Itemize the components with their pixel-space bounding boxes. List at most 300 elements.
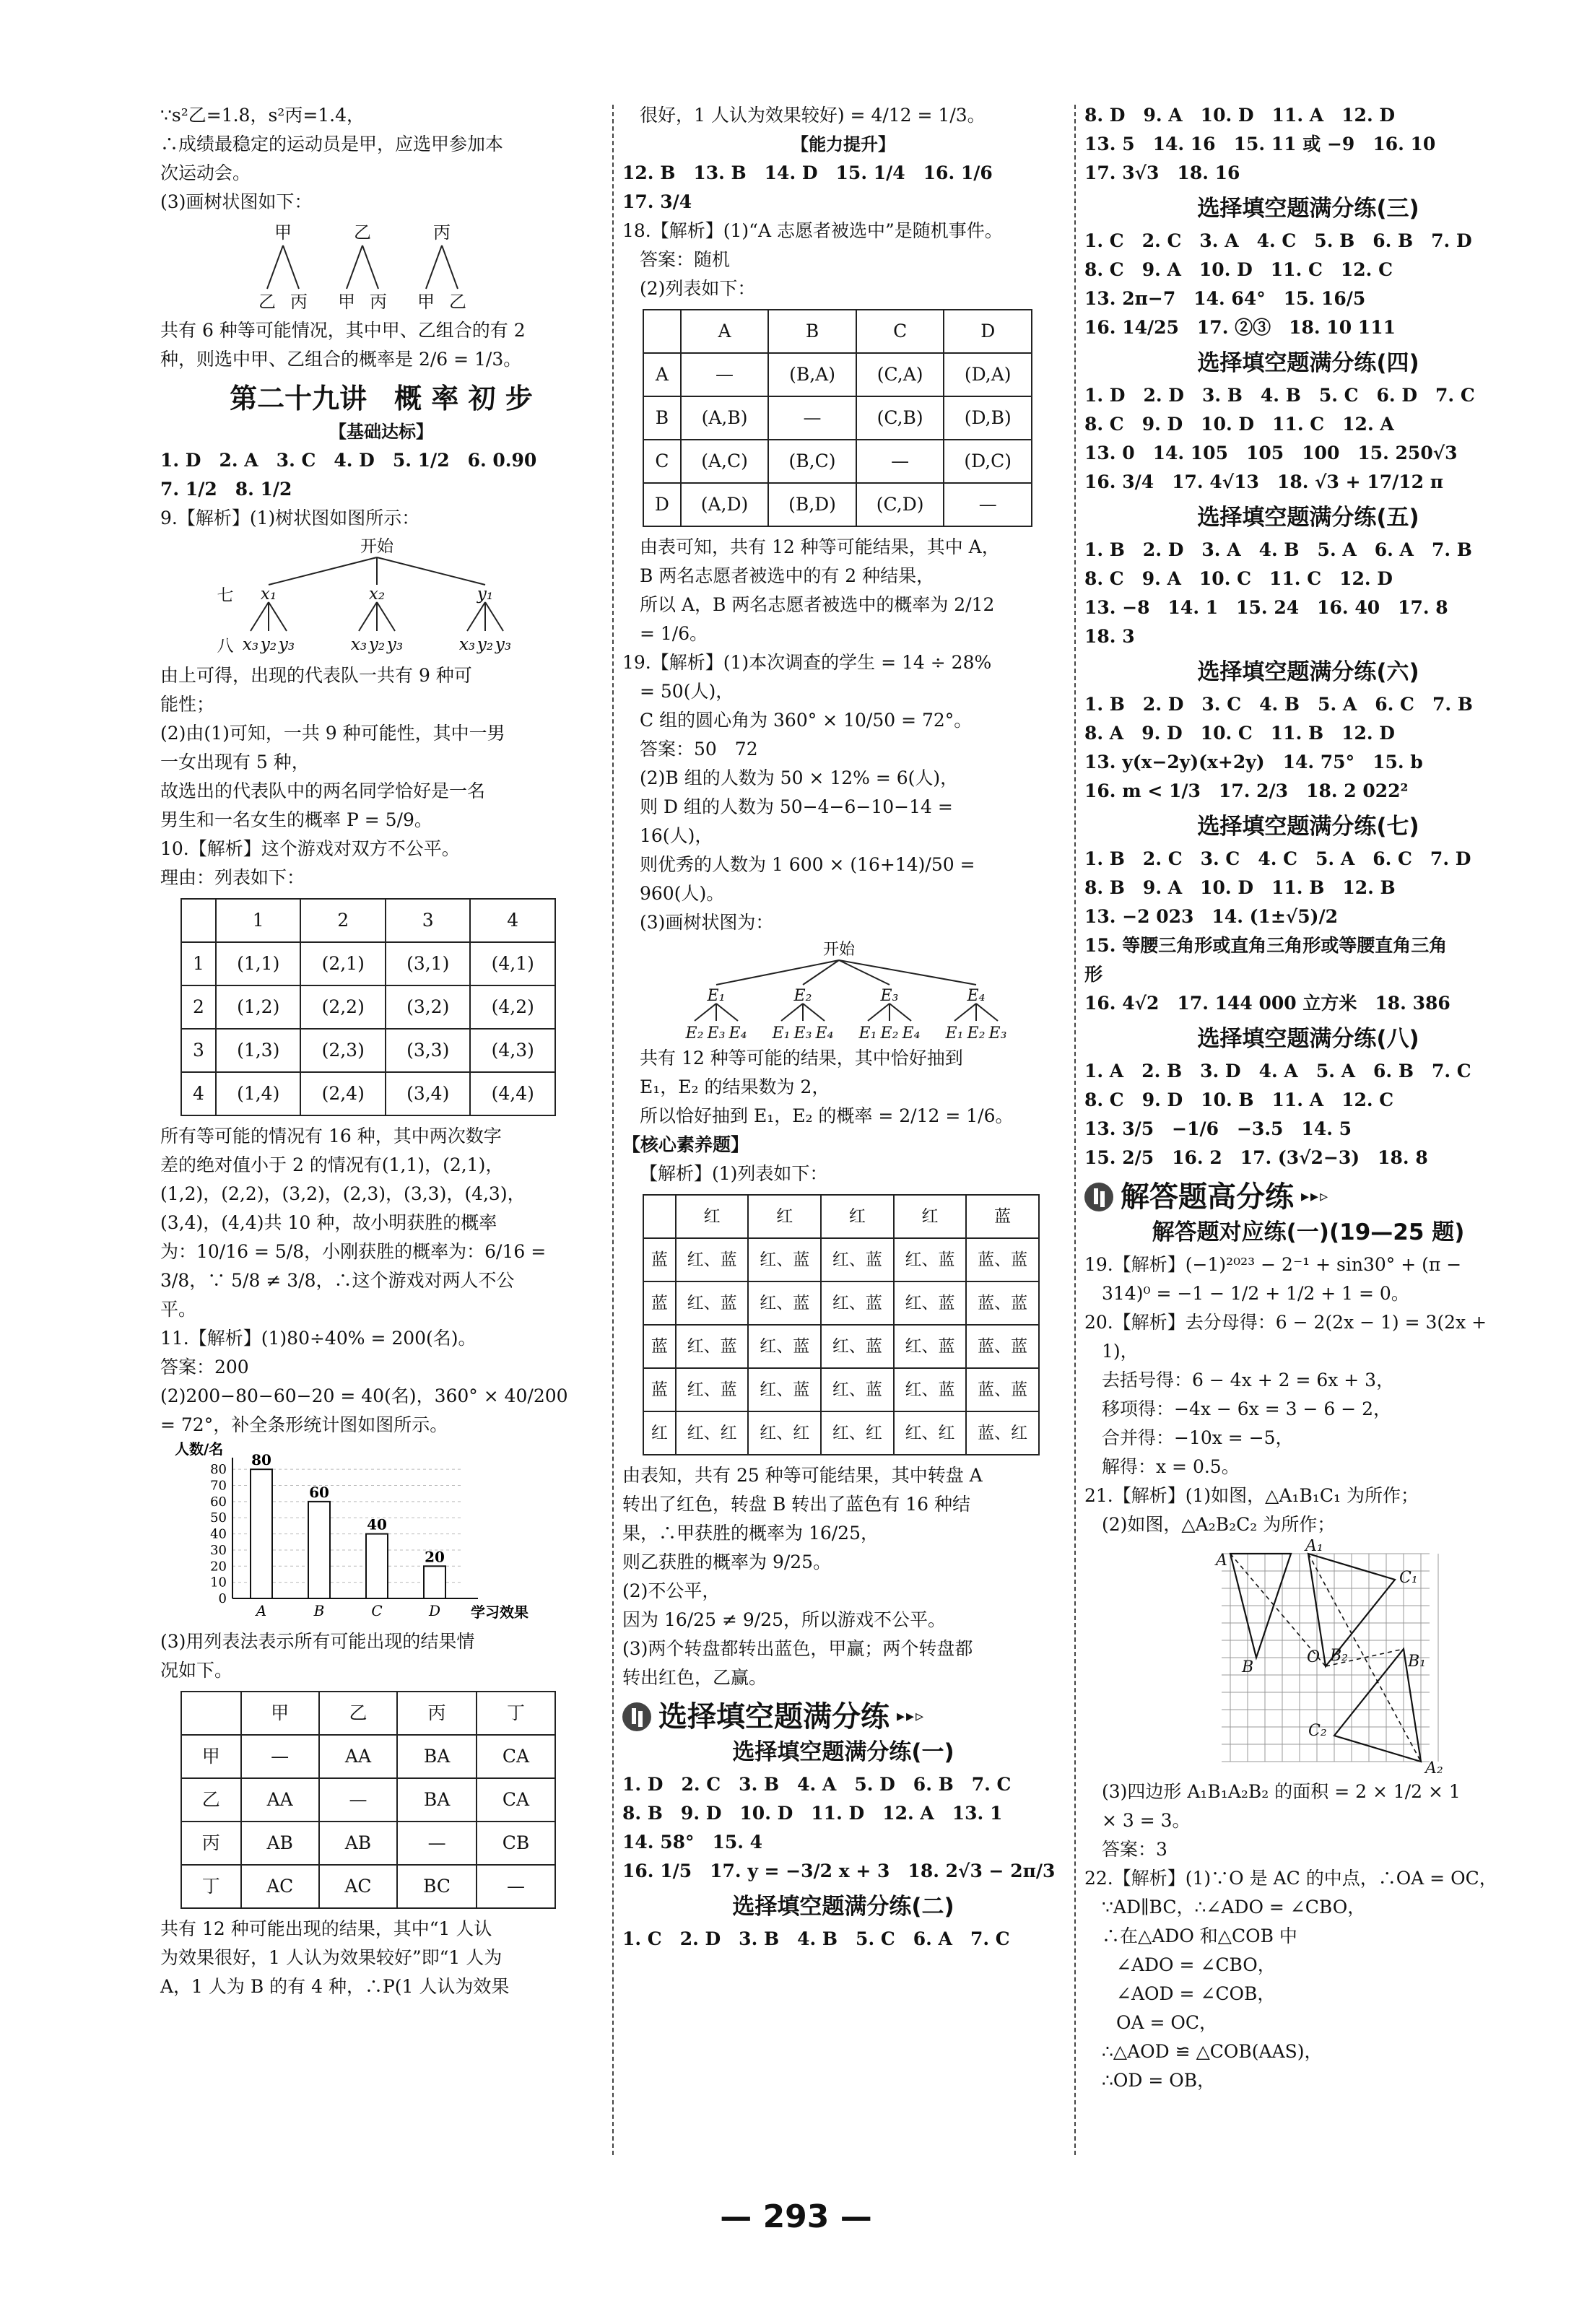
table-cell: AC — [241, 1865, 319, 1908]
tree-node: E₁ — [707, 987, 726, 1005]
arrows-icon: ▸▸▹ — [1301, 1188, 1330, 1206]
table-row — [643, 1411, 1039, 1455]
table-cell: 蓝 — [643, 1325, 676, 1368]
text-line: 种，则选中甲、乙组合的概率是 2/6 = 1/3。 — [160, 349, 522, 370]
book-icon — [622, 1702, 651, 1731]
chart-y-tick: 0 — [218, 1591, 227, 1606]
text-line: (2)200−80−60−20 = 40(名)，360° × 40/200 — [160, 1385, 568, 1406]
text-line: 况如下。 — [160, 1660, 233, 1681]
chart-xlabel: 学习效果 — [471, 1603, 529, 1621]
text-line: 合并得：−10x = −5， — [1102, 1427, 1294, 1448]
column-divider — [612, 105, 614, 2155]
bar-chart — [160, 1440, 593, 1627]
text-line: 答案：200 — [160, 1357, 249, 1378]
table-cell: 蓝 — [966, 1195, 1039, 1238]
table-cell: (B,A) — [768, 353, 856, 396]
answer-line: 13. −8 14. 1 15. 24 16. 40 17. 8 — [1084, 597, 1448, 618]
answer-line: 17. 3√3 18. 16 — [1084, 162, 1240, 183]
table-cell: 4 — [181, 1072, 216, 1115]
answer-line: 13. y(x−2y)(x+2y) 14. 75° 15. b — [1084, 752, 1423, 773]
tree-row-label: 八 — [217, 637, 234, 656]
table-cell: 乙 — [319, 1692, 397, 1735]
table-row — [643, 1368, 1039, 1411]
tree-leaf: x₃ — [350, 635, 367, 654]
text-line: 答案：随机 — [640, 249, 731, 270]
tree-leaf: E₃ — [793, 1024, 812, 1041]
answer-line: 13. 5 14. 16 15. 11 或 −9 16. 10 — [1084, 134, 1436, 155]
table-row — [181, 1029, 555, 1072]
chart-y-tick: 10 — [210, 1575, 227, 1590]
table-cell: (4,2) — [470, 985, 555, 1029]
tree-node: 丙 — [433, 222, 451, 243]
lecture-title: 第二十九讲 概 率 初 步 — [230, 383, 533, 414]
table-row — [181, 942, 555, 985]
tree-leaf: E₁ — [858, 1024, 877, 1041]
table-cell: 2 — [181, 985, 216, 1029]
table-cell: 丁 — [181, 1865, 241, 1908]
exercise-title: 选择填空题满分练(八) — [1197, 1026, 1419, 1052]
table-cell: (2,2) — [300, 985, 386, 1029]
table-cell: (4,1) — [470, 942, 555, 985]
answer-line: 15. 等腰三角形或直角三角形或等腰直角三角 — [1084, 935, 1448, 956]
table-cell: 红、蓝 — [821, 1325, 894, 1368]
text-line: (3)两个转盘都转出蓝色，甲赢；两个转盘都 — [622, 1638, 973, 1659]
table-cell: D — [944, 310, 1032, 353]
text-line: B 两名志愿者被选中的有 2 种结果， — [640, 565, 935, 586]
text-line: 则 D 组的人数为 50−4−6−10−14 = — [640, 796, 953, 817]
table-cell: B — [643, 396, 681, 440]
text-line: 9.【解析】(1)树状图如图所示： — [160, 508, 420, 528]
tree-node: 乙 — [354, 222, 371, 243]
chart-x-tick: D — [428, 1602, 441, 1619]
tree-leaf: x₃ — [242, 635, 259, 654]
table-cell: 红、红 — [821, 1411, 894, 1455]
text-line: 为：10/16 = 5/8，小刚获胜的概率为：6/16 = — [160, 1241, 547, 1262]
table-row — [181, 985, 555, 1029]
chart-y-tick: 60 — [210, 1494, 227, 1510]
text-line: ∴△AOD ≌ △COB(AAS)， — [1102, 2041, 1323, 2062]
tree-leaf: E₄ — [902, 1024, 921, 1041]
table-cell: 红 — [748, 1195, 821, 1238]
tree-leaf: 丙 — [290, 292, 308, 312]
table-cell: 丁 — [477, 1692, 555, 1735]
text-line: 平。 — [160, 1299, 197, 1320]
table-cell: — — [768, 396, 856, 440]
point-label: B — [1242, 1658, 1254, 1676]
tree-node: y₁ — [477, 585, 494, 604]
text-line: 10.【解析】这个游戏对双方不公平。 — [160, 838, 460, 859]
table-cell: 红 — [894, 1195, 967, 1238]
text-line: 16(人)， — [640, 825, 713, 846]
table-cell: AA — [319, 1735, 397, 1778]
chart-data-label: 20 — [425, 1548, 445, 1566]
point-label: C₂ — [1308, 1722, 1327, 1740]
table-cell: CA — [477, 1735, 555, 1778]
table-cell: A — [681, 310, 768, 353]
table-cell: C — [643, 440, 681, 483]
table-row — [643, 483, 1032, 526]
table-cell: (1,4) — [216, 1072, 301, 1115]
table-row — [643, 1281, 1039, 1325]
table-cell: 甲 — [181, 1735, 241, 1778]
text-line: (3,4)，(4,4)共 10 种，故小明获胜的概率 — [160, 1212, 497, 1233]
answer-line: 7. 1/2 8. 1/2 — [160, 479, 292, 500]
text-line: 所有等可能的情况有 16 种，其中两次数字 — [160, 1126, 502, 1146]
tree-node: 甲 — [274, 222, 292, 243]
table-cell: 红、蓝 — [894, 1368, 967, 1411]
chart-y-tick: 20 — [210, 1559, 227, 1575]
answer-line: 13. −2 023 14. (1±√5)/2 — [1084, 906, 1338, 927]
text-line: 则优秀的人数为 1 600 × (16+14)/50 = — [640, 854, 975, 875]
text-line: 很好，1 人认为效果较好) = 4/12 = 1/3。 — [640, 105, 986, 126]
tree-leaf: 甲 — [338, 292, 355, 312]
table-cell: CB — [477, 1822, 555, 1865]
tree-row-label: 七 — [217, 586, 234, 605]
chart-bar — [251, 1469, 272, 1598]
table-cell: 红、红 — [748, 1411, 821, 1455]
table-cell: (1,1) — [216, 942, 301, 985]
text-line: 次运动会。 — [160, 162, 251, 183]
answer-line: 1. B 2. D 3. A 4. B 5. A 6. A 7. B — [1084, 539, 1472, 560]
tree-leaf: E₂ — [967, 1024, 986, 1041]
exercise-title: 选择填空题满分练(二) — [732, 1894, 954, 1920]
table-cell: 蓝 — [643, 1368, 676, 1411]
section-tag: 【核心素养题】 — [622, 1134, 749, 1155]
text-line: 由表可知，共有 12 种等可能结果，其中 A， — [640, 536, 1000, 557]
text-line: 理由：列表如下： — [160, 867, 305, 888]
text-line: 转出了红色，转盘 B 转出了蓝色有 16 种结 — [622, 1494, 970, 1515]
banner-title: 解答题高分练 — [1121, 1180, 1294, 1214]
text-line: 共有 12 种等可能的结果，其中恰好抽到 — [640, 1048, 963, 1069]
text-line: ∴OD = OB， — [1102, 2070, 1216, 2091]
text-line: = 72°，补全条形统计图如图所示。 — [160, 1414, 448, 1435]
table-cell: BA — [397, 1778, 477, 1822]
answer-line: 8. C 9. A 10. C 11. C 12. D — [1084, 568, 1393, 589]
text-line: ∴在△ADO 和△COB 中 — [1102, 1925, 1297, 1946]
table-row — [181, 1822, 555, 1865]
table-cell: 红、蓝 — [748, 1325, 821, 1368]
exercise-title: 选择填空题满分练(七) — [1197, 814, 1419, 840]
tree-leaf: y₂ — [368, 635, 386, 654]
table-cell: — — [397, 1822, 477, 1865]
text-line: (2)如图，△A₂B₂C₂ 为所作； — [1102, 1514, 1336, 1535]
answer-line: 形 — [1084, 964, 1103, 985]
answer-line: 1. C 2. C 3. A 4. C 5. B 6. B 7. D — [1084, 230, 1472, 251]
table-row — [643, 396, 1032, 440]
table-cell: AA — [241, 1778, 319, 1822]
exercise-title: 选择填空题满分练(六) — [1197, 659, 1419, 685]
table-cell: 红、蓝 — [894, 1238, 967, 1281]
answer-line: 15. 2/5 16. 2 17. (3√2−3) 18. 8 — [1084, 1147, 1428, 1168]
tree-leaf: E₃ — [988, 1024, 1007, 1041]
table-cell: — — [681, 353, 768, 396]
answer-line: 16. 4√2 17. 144 000 立方米 18. 386 — [1084, 993, 1450, 1014]
chart-x-tick: B — [313, 1602, 325, 1619]
table-cell: (3,4) — [386, 1072, 471, 1115]
table-cell: (B,D) — [768, 483, 856, 526]
text-line: 去括号得：6 − 4x + 2 = 6x + 3， — [1102, 1370, 1395, 1391]
table-cell: 蓝、红 — [966, 1411, 1039, 1455]
table-cell: 3 — [386, 899, 471, 942]
tree-leaf: 丙 — [370, 292, 387, 312]
table-cell: (A,B) — [681, 396, 768, 440]
tree-diagram-3 — [622, 940, 1056, 1041]
text-line: × 3 = 3。 — [1102, 1810, 1191, 1831]
text-line: (2)列表如下： — [640, 278, 756, 299]
table-cell: 红 — [643, 1411, 676, 1455]
table-cell: (D,B) — [944, 396, 1032, 440]
table-cell: (2,3) — [300, 1029, 386, 1072]
section-banner — [1084, 1180, 1532, 1214]
outcome-table-q10 — [180, 898, 556, 1116]
text-line: = 50(人)， — [640, 681, 734, 702]
text-line: 【解析】(1)列表如下： — [640, 1163, 828, 1184]
chart-y-tick: 80 — [210, 1462, 227, 1478]
table-cell: — — [944, 483, 1032, 526]
text-line: 共有 12 种可能出现的结果，其中“1 人认 — [160, 1918, 492, 1939]
page-number: — 293 — — [720, 2198, 872, 2235]
text-line: 共有 6 种等可能情况，其中甲、乙组合的有 2 — [160, 320, 526, 341]
chart-data-label: 80 — [251, 1451, 271, 1469]
exercise-title: 选择填空题满分练(一) — [732, 1739, 954, 1765]
table-cell: (C,A) — [856, 353, 944, 396]
tree-start: 开始 — [822, 941, 856, 959]
table-row — [181, 1692, 555, 1735]
text-line: 所以恰好抽到 E₁，E₂ 的概率 = 2/12 = 1/6。 — [640, 1105, 1014, 1126]
chart-x-tick: C — [371, 1602, 383, 1619]
tree-node: x₂ — [368, 585, 386, 604]
tree-start: 开始 — [360, 537, 393, 556]
table-cell: (4,4) — [470, 1072, 555, 1115]
section-banner — [622, 1702, 1064, 1731]
table-cell: AB — [241, 1822, 319, 1865]
answer-line: 8. B 9. D 10. D 11. D 12. A 13. 1 — [622, 1803, 1003, 1824]
point-label: A₁ — [1305, 1539, 1323, 1555]
table-cell: CA — [477, 1778, 555, 1822]
chart-bar — [366, 1534, 388, 1598]
text-line: = 1/6。 — [640, 623, 708, 644]
tree-leaf: y₂ — [477, 635, 494, 654]
table-cell: BC — [397, 1865, 477, 1908]
column-2 — [622, 101, 1064, 1954]
text-line: 能性； — [160, 694, 215, 715]
answer-line: 16. 14/25 17. ②③ 18. 10 111 — [1084, 317, 1396, 338]
chart-data-label: 40 — [367, 1515, 387, 1533]
grid-figure — [1084, 1539, 1518, 1777]
tree-leaf: x₃ — [458, 635, 476, 654]
table-cell: (C,D) — [856, 483, 944, 526]
chart-y-tick: 40 — [210, 1526, 227, 1542]
tree-leaf: E₄ — [728, 1024, 747, 1041]
table-cell: 红 — [821, 1195, 894, 1238]
tree-leaf: y₃ — [386, 635, 404, 654]
point-label: O — [1307, 1648, 1321, 1666]
text-line: (3)画树状图为： — [640, 912, 774, 933]
answer-line: 1. C 2. D 3. B 4. B 5. C 6. A 7. C — [622, 1928, 1010, 1949]
table-cell: 红、蓝 — [748, 1368, 821, 1411]
text-line: 3/8，∵ 5/8 ≠ 3/8，∴这个游戏对两人不公 — [160, 1270, 515, 1291]
text-line: A，1 人为 B 的有 4 种，∴P(1 人认为效果 — [160, 1976, 510, 1997]
table-cell: 3 — [181, 1029, 216, 1072]
answer-line: 12. B 13. B 14. D 15. 1/4 16. 1/6 — [622, 162, 993, 183]
text-line: 答案：3 — [1102, 1839, 1167, 1860]
table-cell: 红、蓝 — [821, 1281, 894, 1325]
chart-y-tick: 30 — [210, 1542, 227, 1558]
exercise-title: 选择填空题满分练(五) — [1197, 505, 1419, 531]
text-line: 由上可得，出现的代表队一共有 9 种可 — [160, 665, 472, 686]
text-line: 答案：50 72 — [640, 739, 758, 760]
text-line: (2)B 组的人数为 50 × 12% = 6(人)， — [640, 767, 959, 788]
chart-bar — [308, 1502, 330, 1598]
tree-leaf: E₄ — [815, 1024, 834, 1041]
answer-line: 1. D 2. A 3. C 4. D 5. 1/2 6. 0.90 — [160, 450, 537, 471]
table-cell: 蓝 — [643, 1238, 676, 1281]
table-cell: (D,C) — [944, 440, 1032, 483]
table-cell: 甲 — [241, 1692, 319, 1735]
answer-line: 1. D 2. D 3. B 4. B 5. C 6. D 7. C — [1084, 385, 1475, 406]
table-cell: (2,4) — [300, 1072, 386, 1115]
text-line: ∴成绩最稳定的运动员是甲，应选甲参加本 — [160, 134, 504, 155]
answer-line: 16. 1/5 17. y = −3/2 x + 3 18. 2√3 − 2π/3 — [622, 1860, 1056, 1881]
text-line: 男生和一名女生的概率 P = 5/9。 — [160, 809, 432, 830]
table-cell: (A,D) — [681, 483, 768, 526]
answer-line: 16. 3/4 17. 4√13 18. √3 + 17/12 π — [1084, 471, 1444, 492]
chart-y-tick: 70 — [210, 1478, 227, 1494]
text-line: 1)， — [1102, 1341, 1139, 1362]
tree-leaf: E₂ — [880, 1024, 899, 1041]
table-cell — [643, 1195, 676, 1238]
text-line: 果，∴甲获胜的概率为 16/25， — [622, 1523, 879, 1544]
table-cell: 蓝、蓝 — [966, 1281, 1039, 1325]
table-cell: B — [768, 310, 856, 353]
table-row — [181, 899, 555, 942]
table-cell: 红、红 — [676, 1411, 749, 1455]
answer-line: 8. A 9. D 10. C 11. B 12. D — [1084, 723, 1395, 744]
table-cell: 红 — [676, 1195, 749, 1238]
table-cell: C — [856, 310, 944, 353]
table-cell: 红、蓝 — [676, 1238, 749, 1281]
answer-line: 1. D 2. C 3. B 4. A 5. D 6. B 7. C — [622, 1774, 1012, 1795]
tree-leaf: 甲 — [417, 292, 435, 312]
answer-line: 14. 58° 15. 4 — [622, 1832, 763, 1853]
answer-line: 13. 0 14. 105 105 100 15. 250√3 — [1084, 443, 1458, 464]
arrows-icon: ▸▸▹ — [897, 1707, 926, 1725]
table-cell: (1,3) — [216, 1029, 301, 1072]
point-label: A₂ — [1425, 1759, 1443, 1777]
outcome-table-core — [643, 1194, 1040, 1455]
table-row — [181, 1865, 555, 1908]
table-cell: 红、蓝 — [894, 1325, 967, 1368]
tree-leaf: 乙 — [449, 292, 466, 312]
answer-line: 13. 3/5 −1/6 −3.5 14. 5 — [1084, 1118, 1352, 1139]
table-cell: 4 — [470, 899, 555, 942]
text-line: ∠ADO = ∠CBO， — [1116, 1954, 1276, 1975]
tree-leaf: 乙 — [258, 292, 276, 312]
table-cell: (C,B) — [856, 396, 944, 440]
answer-line: 16. m < 1/3 17. 2/3 18. 2 022² — [1084, 780, 1409, 801]
chart-bar — [424, 1566, 445, 1598]
table-cell: 红、蓝 — [676, 1325, 749, 1368]
text-line: 11.【解析】(1)80÷40% = 200(名)。 — [160, 1328, 477, 1349]
point-label: B₂ — [1330, 1647, 1348, 1665]
table-cell: — — [319, 1778, 397, 1822]
table-cell: 红、蓝 — [748, 1281, 821, 1325]
text-line: 故选出的代表队中的两名同学恰好是一名 — [160, 780, 486, 801]
answer-line: 1. A 2. B 3. D 4. A 5. A 6. B 7. C — [1084, 1061, 1471, 1082]
text-line: 所以 A，B 两名志愿者被选中的概率为 2/12 — [640, 594, 995, 615]
column-3 — [1084, 101, 1532, 2095]
text-line: (2)不公平， — [622, 1580, 721, 1601]
table-cell: 红、蓝 — [821, 1238, 894, 1281]
text-line: 18.【解析】(1)“A 志愿者被选中”是随机事件。 — [622, 220, 1003, 241]
text-line: 19.【解析】(1)本次调查的学生 = 14 ÷ 28% — [622, 652, 992, 673]
table-cell: (3,1) — [386, 942, 471, 985]
text-line: 314)⁰ = −1 − 1/2 + 1/2 + 1 = 0。 — [1102, 1283, 1409, 1304]
answer-line: 18. 3 — [1084, 626, 1135, 647]
text-line: (3)用列表法表示所有可能出现的结果情 — [160, 1631, 475, 1652]
outcome-table-q11 — [180, 1691, 556, 1909]
chart-ylabel: 人数/名 — [175, 1440, 224, 1458]
table-row — [643, 1238, 1039, 1281]
column-1 — [160, 101, 602, 2001]
answer-line: 8. C 9. D 10. B 11. A 12. C — [1084, 1089, 1394, 1110]
table-cell: (D,A) — [944, 353, 1032, 396]
table-row — [643, 310, 1032, 353]
text-line: (3)画树状图如下： — [160, 191, 313, 212]
tree-leaf: E₂ — [685, 1024, 704, 1041]
table-cell: (A,C) — [681, 440, 768, 483]
text-line: 差的绝对值小于 2 的情况有(1,1)，(2,1)， — [160, 1154, 504, 1175]
table-cell: 蓝 — [643, 1281, 676, 1325]
point-label: A — [1216, 1551, 1227, 1570]
tree-diagram-2 — [160, 536, 593, 658]
section-tag: 【能力提升】 — [791, 134, 895, 155]
table-row — [643, 440, 1032, 483]
table-cell: 1 — [216, 899, 301, 942]
table-cell: D — [643, 483, 681, 526]
table-cell: 蓝、蓝 — [966, 1368, 1039, 1411]
table-cell — [181, 899, 216, 942]
table-cell: 红、蓝 — [894, 1281, 967, 1325]
table-row — [181, 1072, 555, 1115]
table-cell: AB — [319, 1822, 397, 1865]
table-cell: 红、蓝 — [821, 1368, 894, 1411]
text-line: C 组的圆心角为 360° × 10/50 = 72°。 — [640, 710, 973, 731]
tree-leaf: y₂ — [260, 635, 277, 654]
text-line: 则乙获胜的概率为 9/25。 — [622, 1551, 832, 1572]
text-line: 19.【解析】(−1)²⁰²³ − 2⁻¹ + sin30° + (π − — [1084, 1254, 1462, 1275]
book-icon — [1084, 1183, 1113, 1211]
text-line: (2)由(1)可知，一共 9 种可能性，其中一男 — [160, 723, 505, 744]
chart-x-tick: A — [256, 1602, 267, 1619]
tree-leaf: E₃ — [707, 1024, 726, 1041]
table-cell: 红、红 — [894, 1411, 967, 1455]
text-line: 960(人)。 — [640, 883, 725, 904]
answer-line: 13. 2π−7 14. 64° 15. 16/5 — [1084, 288, 1366, 309]
exercise-title: 解答题对应练(一)(19—25 题) — [1152, 1219, 1465, 1245]
answer-line: 1. B 2. D 3. C 4. B 5. A 6. C 7. B — [1084, 694, 1473, 715]
text-line: 20.【解析】去分母得：6 − 2(2x − 1) = 3(2x + — [1084, 1312, 1487, 1333]
text-line: ∵AD∥BC，∴∠ADO = ∠CBO， — [1102, 1897, 1366, 1918]
table-cell: — — [477, 1865, 555, 1908]
tree-diagram-1 — [160, 219, 593, 313]
text-line: E₁，E₂ 的结果数为 2， — [640, 1076, 830, 1097]
table-row — [643, 1325, 1039, 1368]
answer-line: 8. D 9. A 10. D 11. A 12. D — [1084, 105, 1396, 126]
text-line: 转出红色，乙赢。 — [622, 1667, 767, 1688]
exercise-title: 选择填空题满分练(四) — [1197, 350, 1419, 376]
banner-title: 选择填空题满分练 — [658, 1700, 889, 1733]
